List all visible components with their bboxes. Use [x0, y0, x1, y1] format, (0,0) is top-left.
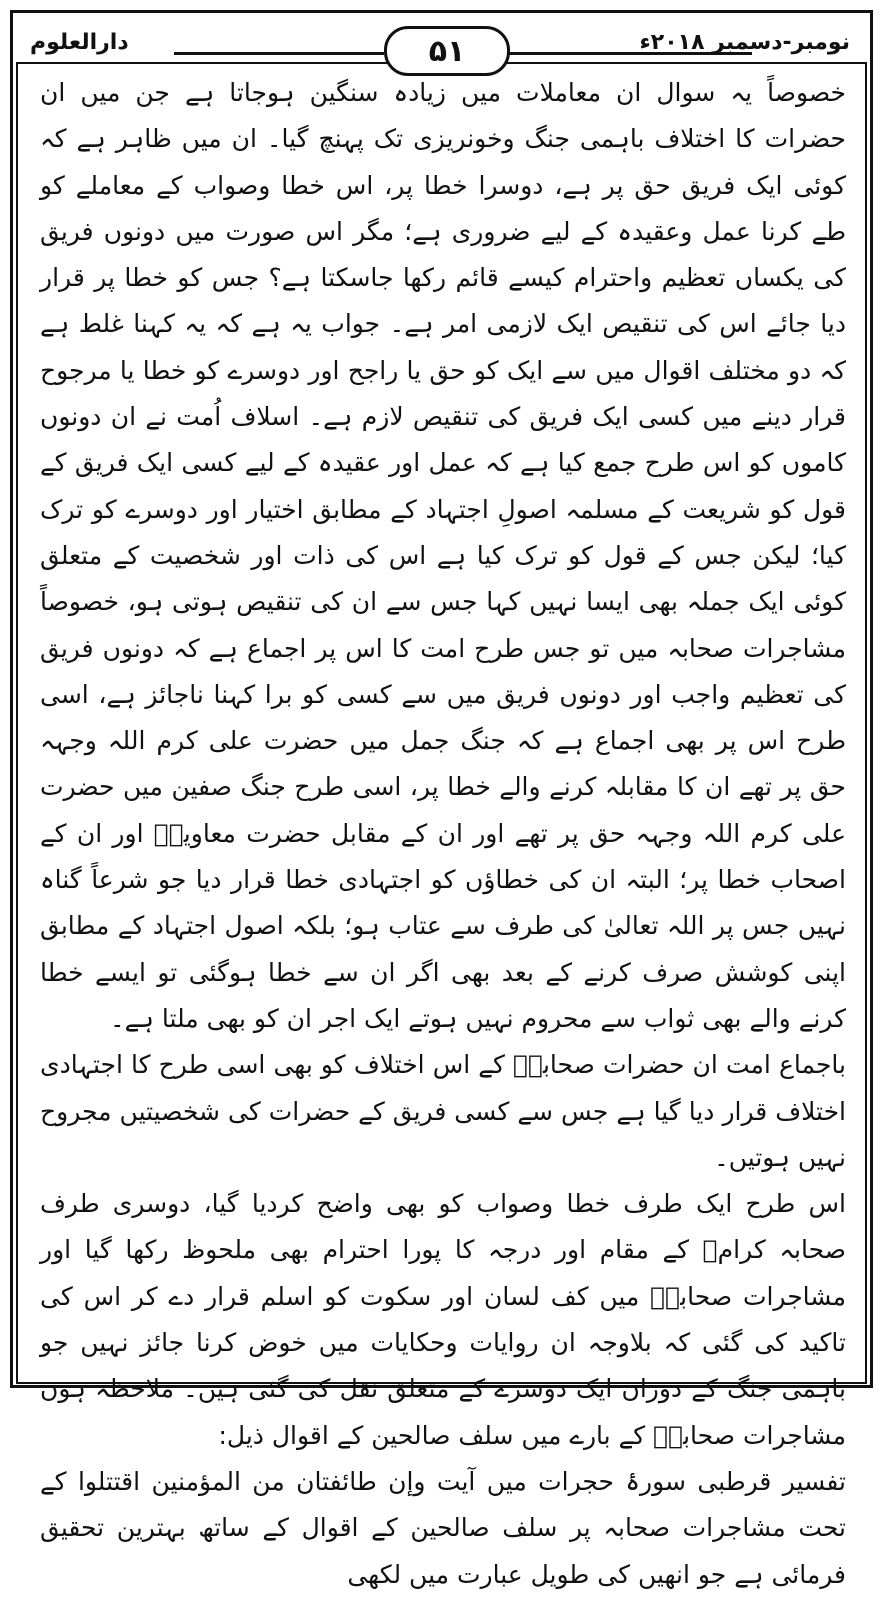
page-number: ۵۱ — [428, 33, 466, 69]
paragraph-4: تفسیر قرطبی سورۂ حجرات میں آیت وإن طائفتان من المؤمنين اقتتلوا کے تحت مشاجرات صحابہ پر سلف صالحین کے اقوال کے ساتھ بہترین تحقیق فرمائی ہے جو انھیں کی طویل عبارت میں لکھی — [40, 1466, 846, 1589]
paragraph-1: خصوصاً یہ سوال ان معاملات میں زیادہ سنگین ہوجاتا ہے جن میں ان حضرات کا اختلاف باہمی جنگ وخونریزی تک پہنچ گیا۔ ان میں ظاہر ہے کہ کوئی ایک فریق حق پر ہے، دوسرا خطا پر، اس خطا وصواب کے معاملے کو طے کرنا عمل وعقیدہ کے لیے ضروری ہے؛ مگر اس صورت میں دونوں فریق کی یکساں تعظیم واحترام کیسے قائم رکھا جاسکتا ہے؟ جس کو خطا پر قرار دیا جائے اس کی تنقیص ایک لازمی امر ہے۔ جواب یہ ہے کہ یہ کہنا غلط ہے کہ دو مختلف اقوال میں سے ایک کو حق یا راجح اور دوسرے کو خطا یا مرجوح قرار دینے میں کسی ایک فریق کی تنقیص لازم ہے۔ اسلاف اُمت نے ان دونوں کاموں کو اس طرح جمع کیا ہے کہ عمل اور عقیدہ کے لیے کسی ایک فریق کے قول کو شریعت کے مسلمہ اصولِ اجتہاد کے مطابق اختیار اور دوسرے کو ترک کیا؛ لیکن جس کے قول کو ترک کیا ہے اس کی ذات اور شخصیت کے متعلق کوئی ایک جملہ بھی ایسا نہیں کہا جس سے ان کی تنقیص ہوتی ہو، خصوصاً مشاجرات صحابہ میں تو جس طرح امت کا اس پر اجماع ہے کہ دونوں فریق کی تعظیم واجب اور دونوں فریق میں سے کسی کو برا کہنا ناجائز ہے، اسی طرح اس پر بھی اجماع ہے کہ جنگ جمل میں حضرت علی کرم اللہ وجہہ حق پر تھے ان کا مقابلہ کرنے والے خطا پر، اسی طرح جنگ صفین میں حضرت علی کرم اللہ وجہہ حق پر تھے اور ان کے مقابل حضرت معاویہؓ اور ان کے اصحاب خطا پر؛ البتہ ان کی خطاؤں کو اجتہادی خطا قرار دیا جو شرعاً گناہ نہیں جس پر اللہ تعالیٰ کی طرف سے عتاب ہو؛ بلکہ اصول اجتہاد کے مطابق اپنی کوشش صرف کرنے کے بعد بھی اگر ان سے خطا ہوگئی تو ایسے خطا کرنے والے بھی ثواب سے محروم نہیں ہوتے ایک اجر ان کو بھی ملتا ہے۔ — [40, 78, 846, 1033]
header-rule-left — [174, 52, 384, 55]
page-number-badge — [384, 26, 510, 76]
article-body — [40, 70, 846, 1589]
journal-name: دارالعلوم — [30, 30, 129, 55]
paragraph-2: باجماع امت ان حضرات صحابہؓ کے اس اختلاف کو بھی اسی طرح کا اجتہادی اختلاف قرار دیا گیا ہے جس سے کسی فریق کے حضرات کی شخصیتیں مجروح نہیں ہوتیں۔ — [40, 1050, 846, 1172]
paragraph-3: اس طرح ایک طرف خطا وصواب کو بھی واضح کردیا گیا، دوسری طرف صحابہ کرامؓ کے مقام اور درجہ کا پورا احترام بھی ملحوظ رکھا گیا اور مشاجرات صحابہؓ میں کف لسان اور سکوت کو اسلم قرار دے کر اس کی تاکید کی گئی کہ بلاوجہ ان روایات وحکایات میں خوض کرنا جائز نہیں جو باہمی جنگ کے دوران ایک دوسرے کے متعلق نقل کی گئی ہیں۔ ملاحظہ ہوں مشاجرات صحابہؓ کے بارے میں سلف صالحین کے اقوال ذیل: — [40, 1189, 846, 1450]
issue-date: نومبر-دسمبر ۲۰۱۸ء — [639, 30, 850, 55]
page-header — [24, 18, 860, 68]
